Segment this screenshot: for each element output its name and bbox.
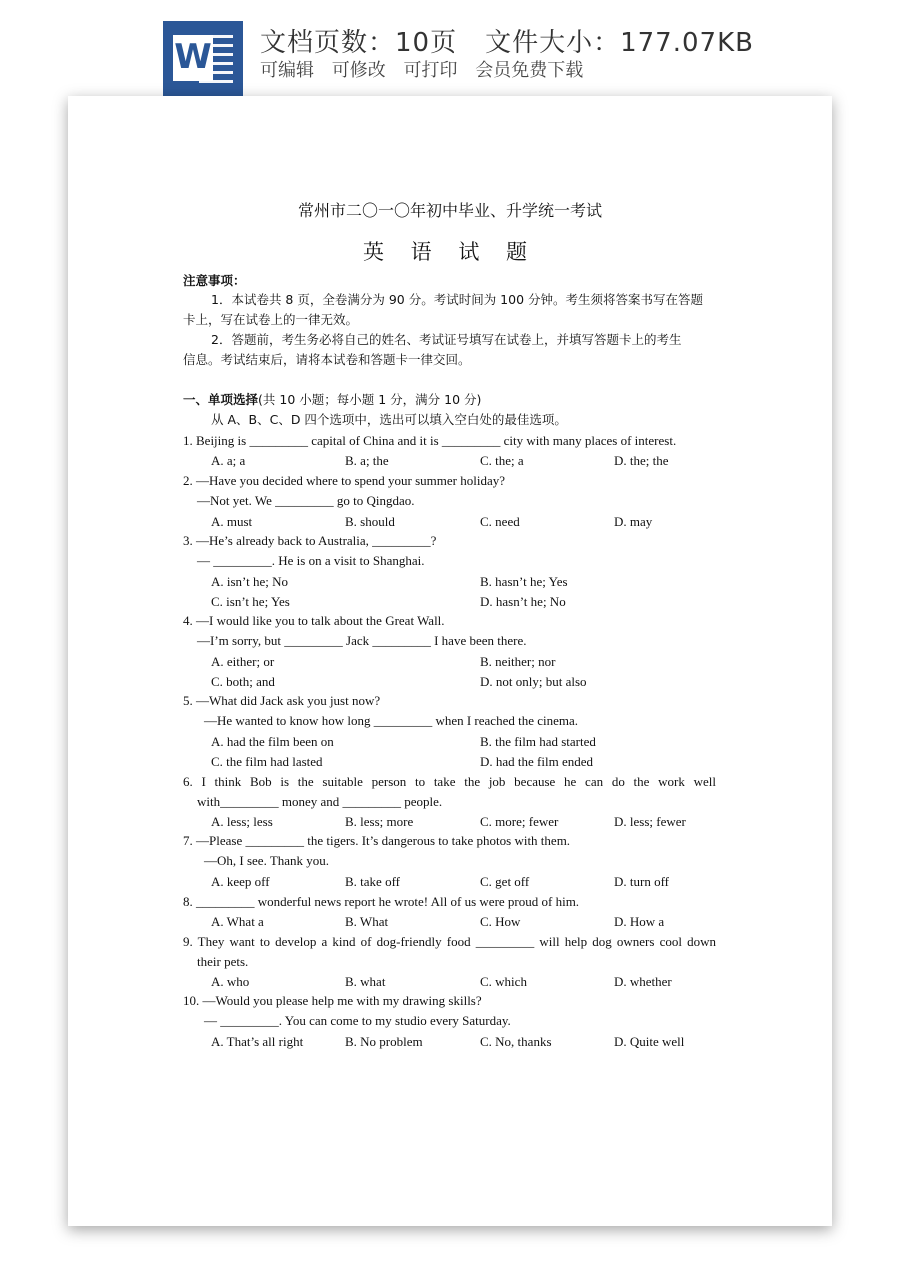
q7-option-d: D. turn off [614,874,670,889]
q4-option-b: B. neither; nor [480,654,556,669]
subject-title: 英 语 试 题 [362,240,538,264]
section-heading [183,392,481,408]
feature-list [260,56,595,82]
question-10-line-2: — _________. You can come to my studio every Saturday. [204,1013,511,1028]
q4-option-a: A. either; or [211,654,275,669]
file-meta [260,22,754,59]
question-8: 8. _________ wonderful news report he wrote! All of us were proud of him. [183,894,580,909]
question-7-line-2: —Oh, I see. Thank you. [204,853,330,868]
question-2-line-2: —Not yet. We _________ go to Qingdao. [197,493,415,508]
file-size: 文件大小：177.07KB [485,28,754,58]
q1-option-b: B. a; the [345,453,389,468]
question-6-line-2: with_________ money and _________ people. [197,794,443,809]
q8-option-a: A. What a [211,914,264,929]
question-5-line-2: —He wanted to know how long _________ when I reached the cinema. [204,713,579,728]
notes-heading: 注意事项： [183,273,246,288]
q6-option-c: C. more; fewer [480,814,559,829]
q4-option-c: C. both; and [211,674,275,689]
question-5-line-1: 5. —What did Jack ask you just now? [183,693,381,708]
q5-option-c: C. the film had lasted [211,754,323,769]
question-6-line-1: 6. I think Bob is the suitable person to take the job because he can do the work well [183,774,716,789]
q8-option-b: B. What [345,914,389,929]
q9-option-b: B. what [345,974,386,989]
q2-option-d: D. may [614,514,653,529]
q7-option-b: B. take off [345,874,400,889]
q2-option-a: A. must [211,514,253,529]
q3-option-a: A. isn’t he; No [211,574,289,589]
question-1: 1. Beijing is _________ capital of China and it is _________ city with many places of interest. [183,433,677,448]
q5-option-d: D. had the film ended [480,754,593,769]
q2-option-c: C. need [480,514,520,529]
q9-option-d: D. whether [614,974,672,989]
q6-option-a: A. less; less [211,814,273,829]
q6-option-b: B. less; more [345,814,414,829]
question-3-line-2: — _________. He is on a visit to Shanghai. [197,553,425,568]
download-banner [0,0,900,100]
note-2-line-2: 信息。考试结束后，请将本试卷和答题卡一律交回。 [183,352,471,367]
word-document-icon [163,21,243,96]
q5-option-b: B. the film had started [480,734,596,749]
q7-option-a: A. keep off [211,874,270,889]
q1-option-d: D. the; the [614,453,669,468]
question-7-line-1: 7. —Please _________ the tigers. It’s dangerous to take photos with them. [183,833,571,848]
q9-option-c: C. which [480,974,527,989]
question-9-line-2: their pets. [197,954,249,969]
q10-option-b: B. No problem [345,1034,423,1049]
note-1-line-2: 卡上，写在试卷上的一律无效。 [183,312,359,327]
q5-option-a: A. had the film been on [211,734,334,749]
q10-option-d: D. Quite well [614,1034,685,1049]
q2-option-b: B. should [345,514,395,529]
section-title: 一、单项选择 [183,392,259,407]
question-9-line-1: 9. They want to develop a kind of dog-friendly food _________ will help dog owners cool down [183,934,716,949]
q8-option-c: C. How [480,914,521,929]
note-2-line-1: 2．答题前，考生务必将自己的姓名、考试证号填写在试卷上，并填写答题卡上的考生 [211,332,682,347]
q3-option-c: C. isn’t he; Yes [211,594,290,609]
q1-option-a: A. a; a [211,453,246,468]
q9-option-a: A. who [211,974,250,989]
question-4-line-1: 4. —I would like you to talk about the Great Wall. [183,613,445,628]
exam-title: 常州市二〇一〇年初中毕业、升学统一考试 [297,201,602,220]
feature-printable: 可打印 [403,60,458,81]
question-3-line-1: 3. —He’s already back to Australia, _________? [183,533,437,548]
question-2-line-1: 2. —Have you decided where to spend your summer holiday? [183,473,506,488]
q10-option-a: A. That’s all right [211,1034,304,1049]
note-1-line-1: 1．本试卷共 8 页，全卷满分为 90 分。考试时间为 100 分钟。考生须将答案书写在答题 [211,292,704,307]
word-icon-letter: W [174,37,212,77]
q8-option-d: D. How a [614,914,665,929]
q7-option-c: C. get off [480,874,530,889]
question-10-line-1: 10. —Would you please help me with my drawing skills? [183,993,482,1008]
q6-option-d: D. less; fewer [614,814,686,829]
q3-option-b: B. hasn’t he; Yes [480,574,568,589]
q1-option-c: C. the; a [480,453,524,468]
question-4-line-2: —I’m sorry, but _________ Jack _________ I have been there. [197,633,527,648]
q3-option-d: D. hasn’t he; No [480,594,566,609]
feature-member-download[interactable]: 会员免费下载 [475,60,584,81]
q4-option-d: D. not only; but also [480,674,587,689]
feature-modifiable: 可修改 [331,60,386,81]
feature-editable: 可编辑 [260,60,314,81]
section-instruction: 从 A、B、C、D 四个选项中，选出可以填入空白处的最佳选项。 [211,412,567,427]
q10-option-c: C. No, thanks [480,1034,552,1049]
section-detail: (共 10 小题；每小题 1 分，满分 10 分) [258,392,482,407]
page-count: 文档页数：10页 [260,28,458,58]
